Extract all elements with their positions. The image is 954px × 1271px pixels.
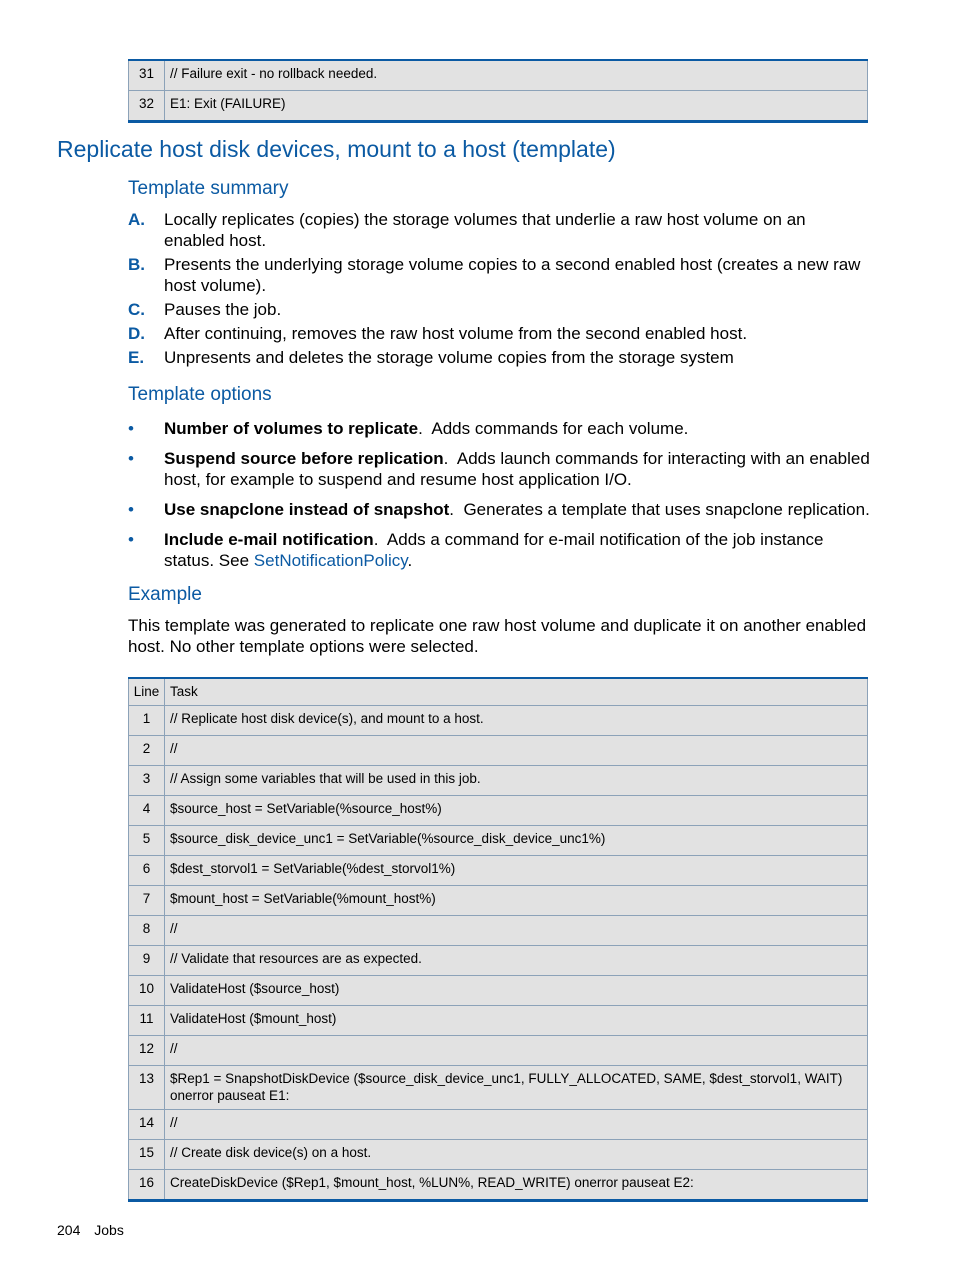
task-cell: E1: Exit (FAILURE) [165,91,868,122]
task-cell: // [165,1110,868,1140]
table-row [129,796,868,826]
template-summary-heading: Template summary [128,178,289,199]
list-item: • Number of volumes to replicate. Adds commands for each volume. [128,419,689,438]
task-cell: // Assign some variables that will be used in this job. [165,766,868,796]
task-cell: // [165,916,868,946]
line-number: 13 [129,1066,165,1110]
option-term: Suspend source before replication [164,449,444,468]
option-term: Number of volumes to replicate [164,419,419,438]
task-cell: // [165,1036,868,1066]
line-number: 32 [129,91,165,122]
line-number: 12 [129,1036,165,1066]
list-item: • Suspend source before replication. Adds launch commands for interacting with an enabled host, for example to suspend and resume host application I/O. [128,449,870,489]
line-number: 6 [129,856,165,886]
list-item [128,209,870,251]
table-row [129,706,868,736]
task-cell: // Create disk device(s) on a host. [165,1140,868,1170]
table-row [129,946,868,976]
list-item [128,347,870,368]
task-cell: $dest_storvol1 = SetVariable(%dest_storvol1%) [165,856,868,886]
line-number: 11 [129,1006,165,1036]
example-paragraph: This template was generated to replicate one raw host volume and duplicate it on another enabled host. No other template options were selected. [128,616,867,656]
list-item-text: Pauses the job. [164,300,282,319]
column-header-task: Task [165,678,868,706]
table-row [129,91,868,122]
list-item-text: After continuing, removes the raw host volume from the second enabled host. [164,324,748,343]
option-description: Adds a command for e-mail notification of the job instance status. See [164,530,824,570]
option-description: Generates a template that uses snapclone replication. [463,500,870,519]
option-description: Adds commands for each volume. [431,419,689,438]
template-options-heading: Template options [128,384,272,405]
line-number: 14 [129,1110,165,1140]
table-row [129,60,868,91]
table-row [129,976,868,1006]
list-item-text: Presents the underlying storage volume copies to a second enabled host (creates a new raw host volume). [164,255,861,295]
list-marker: A. [128,210,145,229]
list-item [128,323,870,344]
table-body [129,706,868,1201]
line-number: 16 [129,1170,165,1201]
list-item [128,299,870,320]
task-cell: // Replicate host disk device(s), and mount to a host. [165,706,868,736]
footer-section: Jobs [94,1222,124,1238]
section-title: Replicate host disk devices, mount to a host (template) [57,136,616,162]
option-description: Adds launch commands for interacting with an enabled host, for example to suspend and resume host application I/O. [164,449,870,489]
page-footer [57,1222,134,1238]
list-marker: D. [128,324,145,343]
list-item: • Include e-mail notification. Adds a command for e-mail notification of the job instance status. See SetNotificationPolicy. [128,530,824,570]
table-row [129,736,868,766]
task-cell: CreateDiskDevice ($Rep1, $mount_host, %LUN%, READ_WRITE) onerror pauseat E2: [165,1170,868,1201]
line-number: 8 [129,916,165,946]
bullet-icon: • [128,500,134,519]
option-term: Include e-mail notification [164,530,374,549]
task-cell: $source_disk_device_unc1 = SetVariable(%source_disk_device_unc1%) [165,826,868,856]
list-item-text: Locally replicates (copies) the storage volumes that underlie a raw host volume on an enabled host. [164,210,806,250]
line-number: 9 [129,946,165,976]
table-row [129,1066,868,1110]
sentence-end: . [407,551,413,570]
list-marker: C. [128,300,145,319]
table-row [129,1110,868,1140]
table-row [129,856,868,886]
table-row [129,1140,868,1170]
example-task-table [128,677,868,1202]
line-number: 5 [129,826,165,856]
task-cell: $Rep1 = SnapshotDiskDevice ($source_disk_device_unc1, FULLY_ALLOCATED, SAME, $dest_storvol1, WAIT) onerror pauseat E1: [165,1066,868,1110]
line-number: 15 [129,1140,165,1170]
task-cell: ValidateHost ($mount_host) [165,1006,868,1036]
list-item-text: Unpresents and deletes the storage volume copies from the storage system [164,348,734,367]
bullet-icon: • [128,530,134,549]
option-term: Use snapclone instead of snapshot [164,500,450,519]
template-options-list [128,418,870,580]
task-cell: ValidateHost ($source_host) [165,976,868,1006]
setnotificationpolicy-link[interactable]: SetNotificationPolicy [253,551,408,570]
table-row [129,1036,868,1066]
example-heading: Example [128,584,202,605]
line-number: 4 [129,796,165,826]
task-cell: $mount_host = SetVariable(%mount_host%) [165,886,868,916]
line-number: 10 [129,976,165,1006]
continued-task-table [128,59,868,123]
task-cell: $source_host = SetVariable(%source_host%) [165,796,868,826]
bullet-icon: • [128,419,134,438]
list-marker: B. [128,255,145,274]
table-row [129,766,868,796]
page-number: 204 [57,1222,81,1238]
line-number: 3 [129,766,165,796]
table-header-row [129,678,868,706]
line-number: 2 [129,736,165,766]
bullet-icon: • [128,449,134,468]
table-row [129,826,868,856]
line-number: 1 [129,706,165,736]
line-number: 7 [129,886,165,916]
column-header-line: Line [129,678,165,706]
list-marker: E. [128,348,145,367]
task-cell: // Failure exit - no rollback needed. [165,60,868,91]
line-number: 31 [129,60,165,91]
table-row [129,916,868,946]
table-row [129,886,868,916]
template-summary-list [128,209,870,371]
task-cell: // [165,736,868,766]
list-item: • Use snapclone instead of snapshot. Generates a template that uses snapclone replication. [128,500,870,519]
table-row [129,1170,868,1201]
task-cell: // Validate that resources are as expected. [165,946,868,976]
list-item [128,254,870,296]
table-row [129,1006,868,1036]
